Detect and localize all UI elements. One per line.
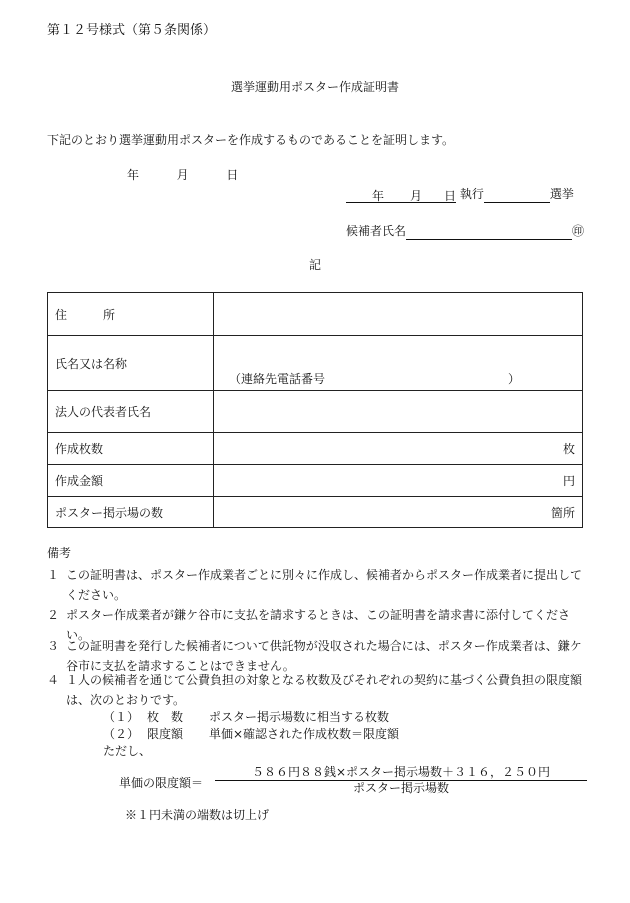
table-row-boards	[48, 497, 583, 528]
table-row-name	[48, 336, 583, 391]
remark-text: １人の候補者を通じて公費負担の対象となる枚数及びそれぞれの契約に基づく公費負担の限度額は、次のとおりです。	[66, 673, 583, 707]
representative-field[interactable]	[214, 391, 583, 433]
candidate-name-blank[interactable]	[406, 226, 572, 240]
election-year-label: 年	[372, 188, 385, 203]
name-field[interactable]	[214, 336, 583, 391]
held-label: 執行	[459, 187, 484, 201]
election-day-label: 日	[444, 188, 457, 203]
remark-number: ３	[47, 639, 60, 653]
election-year-blank[interactable]	[346, 189, 372, 203]
election-month-label: 月	[410, 188, 423, 203]
remark-item	[47, 565, 592, 605]
quantity-field[interactable]	[214, 433, 583, 465]
representative-label: 法人の代表者氏名	[48, 391, 214, 433]
remarks-heading: 備考	[47, 546, 72, 560]
subitem-term: 限度額	[147, 727, 184, 741]
form-number: 第１２号様式（第５条関係）	[47, 23, 217, 38]
proviso-label: ただし、	[103, 744, 152, 758]
table-row-amount	[48, 465, 583, 497]
formula-denominator: ポスター掲示場数	[352, 781, 449, 795]
ki-heading: 記	[308, 258, 321, 272]
address-label: 住 所	[48, 293, 214, 336]
amount-label: 作成金額	[48, 465, 214, 497]
seal-mark: ㊞	[572, 224, 585, 238]
remark-text: この証明書は、ポスター作成業者ごとに別々に作成し、候補者からポスター作成業者に提出してください。	[66, 568, 583, 602]
phone-label: （連絡先電話番号	[229, 372, 326, 386]
election-date-line	[346, 187, 574, 203]
boards-unit: 箇所	[550, 505, 575, 520]
election-day-blank[interactable]	[422, 189, 444, 203]
year-label: 年	[127, 168, 140, 182]
subitem-text: ポスター掲示場数に相当する枚数	[209, 710, 390, 724]
subitem-number: （１）	[103, 710, 140, 724]
table-row-representative	[48, 391, 583, 433]
info-table	[47, 292, 583, 528]
table-row-address	[48, 293, 583, 336]
formula-label: 単価の限度額＝	[119, 776, 204, 790]
remark-number: １	[47, 568, 60, 582]
amount-field[interactable]	[214, 465, 583, 497]
subitem-term: 枚 数	[147, 710, 184, 724]
issue-date-line	[127, 168, 238, 184]
subitem-number: （２）	[103, 727, 140, 741]
name-label: 氏名又は名称	[48, 336, 214, 391]
amount-unit: 円	[562, 474, 575, 488]
election-month-blank[interactable]	[384, 189, 410, 203]
candidate-name-line	[346, 224, 584, 240]
formula-numerator: ５８６円８８銭×ポスター掲示場数＋３１６，２５０円	[251, 765, 551, 779]
quantity-unit: 枚	[562, 442, 575, 456]
boards-field[interactable]	[214, 497, 583, 528]
subitem-text: 単価×確認された作成枚数＝限度額	[209, 727, 400, 741]
remark-number: ２	[47, 608, 60, 622]
address-field[interactable]	[214, 293, 583, 336]
rounding-footnote: ※１円未満の端数は切上げ	[125, 808, 270, 822]
month-label: 月	[176, 168, 189, 182]
certification-statement: 下記のとおり選挙運動用ポスターを作成するものであることを証明します。	[47, 133, 455, 147]
table-row-quantity	[48, 433, 583, 465]
quantity-label: 作成枚数	[48, 433, 214, 465]
document-title: 選挙運動用ポスター作成証明書	[230, 80, 399, 94]
remark-text: この証明書を発行した候補者について供託物が没収された場合には、ポスター作成業者は、鎌ケ谷市に支払を請求することはできません。	[66, 639, 582, 673]
remark-number: ４	[47, 673, 60, 687]
candidate-name-label: 候補者氏名	[346, 224, 407, 238]
election-name-blank[interactable]	[484, 189, 550, 203]
phone-close: ）	[508, 372, 521, 386]
election-label: 選挙	[549, 187, 574, 201]
day-label: 日	[226, 168, 239, 182]
remark-text: ポスター作成業者が鎌ケ谷市に支払を請求するときは、この証明書を請求書に添付してください。	[66, 608, 571, 642]
remark-item	[47, 670, 592, 710]
boards-label: ポスター掲示場の数	[48, 497, 214, 528]
